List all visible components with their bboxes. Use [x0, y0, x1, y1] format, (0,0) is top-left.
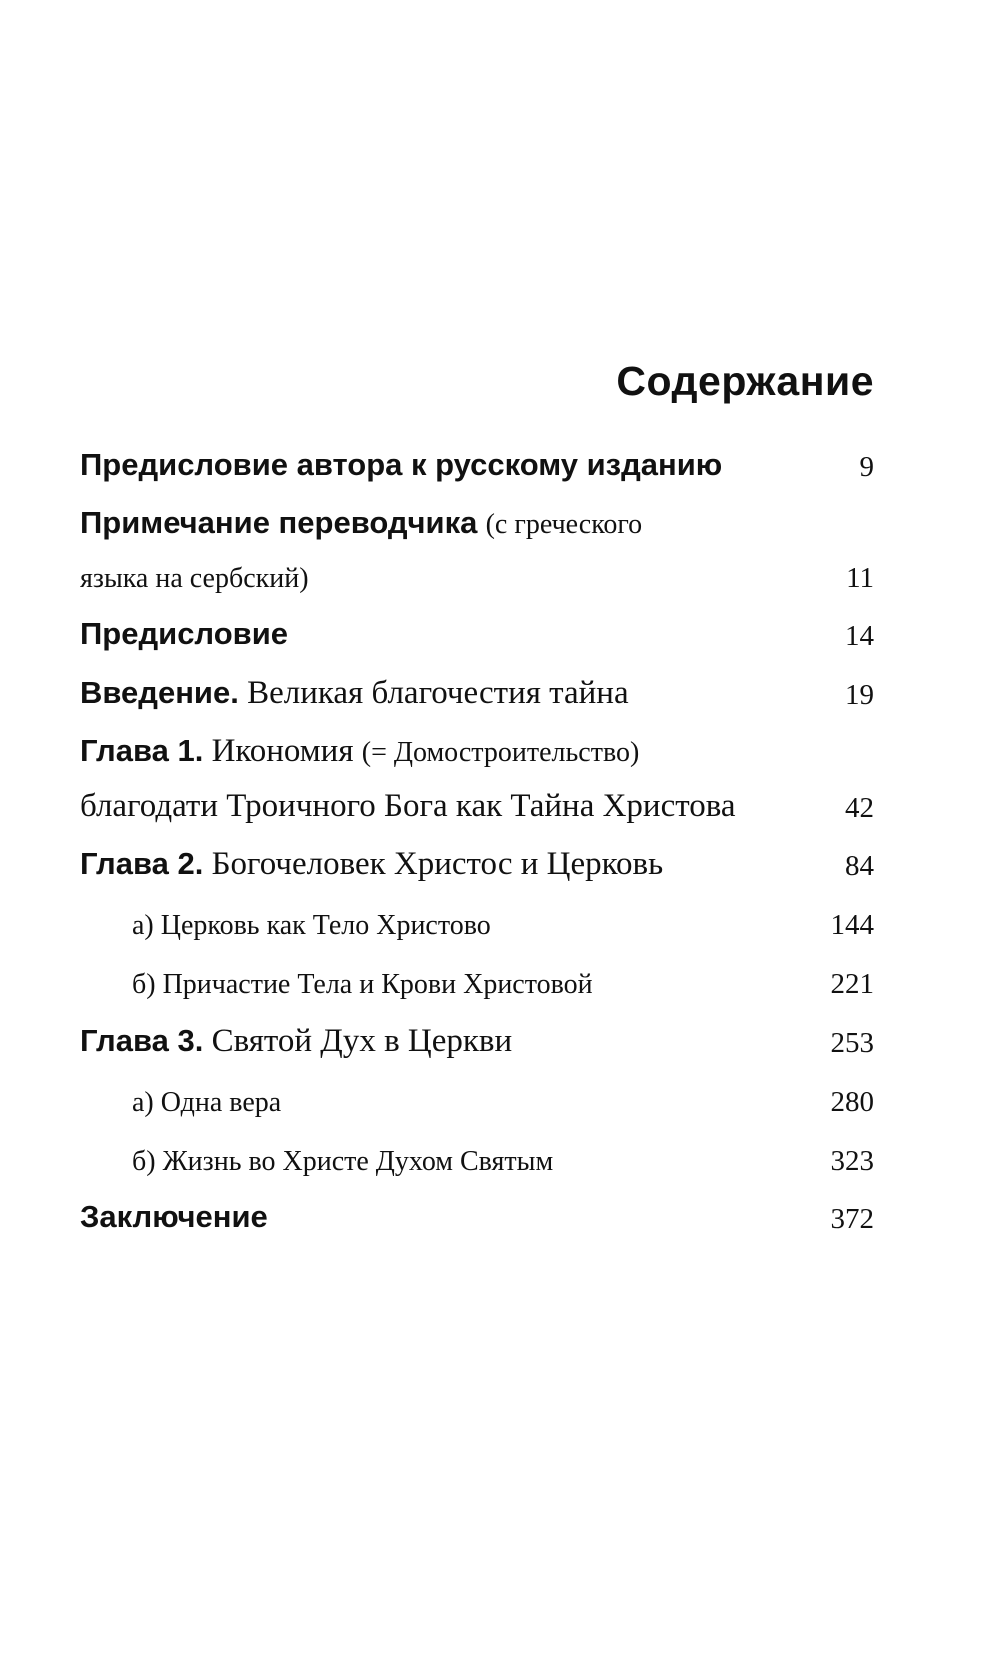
entry-page-number: 84 — [845, 850, 874, 882]
entry-page-number: 253 — [830, 1027, 874, 1059]
toc-subentry-one-faith — [132, 1077, 874, 1123]
entry-label: Глава 3. — [80, 1023, 204, 1058]
toc-entry-introduction — [80, 670, 874, 716]
toc-subentry-life-in-christ — [132, 1136, 874, 1182]
entry-page-number: 9 — [859, 451, 874, 483]
entry-subtitle: (= Домостроительство) — [361, 737, 640, 768]
entry-label: Примечание переводчика — [80, 505, 478, 540]
entry-page-number: 14 — [845, 620, 874, 652]
entry-title: Икономия — [211, 733, 354, 769]
entry-label: Заключение — [80, 1199, 268, 1234]
toc-entry-chapter-1 — [80, 728, 874, 774]
entry-page-number: 280 — [830, 1086, 874, 1118]
toc-entry-chapter-3 — [80, 1018, 874, 1064]
toc-entry-preface — [80, 611, 874, 657]
toc-entry-translator-note — [80, 500, 874, 546]
entry-title: а) Церковь как Тело Христово — [132, 910, 491, 941]
entry-label: Глава 2. — [80, 846, 204, 881]
entry-title: б) Причастие Тела и Крови Христовой — [132, 969, 593, 1000]
entry-subtitle: (с греческого — [485, 509, 643, 540]
entry-title: Святой Дух в Церкви — [211, 1023, 513, 1059]
toc-entry-translator-note-cont — [80, 553, 874, 599]
entry-title: благодати Троичного Бога как Тайна Христова — [80, 788, 736, 824]
toc-entry-chapter-1-cont — [80, 783, 874, 829]
entry-label: Введение. — [80, 675, 239, 710]
toc-subentry-church-body — [132, 900, 874, 946]
entry-label: Глава 1. — [80, 733, 204, 768]
entry-page-number: 221 — [830, 968, 874, 1000]
entry-label: Предисловие автора к русскому изданию — [80, 447, 723, 482]
page-title: Содержание — [616, 358, 874, 404]
entry-page-number: 19 — [845, 679, 874, 711]
entry-page-number: 11 — [846, 562, 874, 594]
entry-title: Великая благочестия тайна — [247, 675, 629, 711]
entry-page-number: 323 — [830, 1145, 874, 1177]
toc-entry-conclusion — [80, 1194, 874, 1240]
entry-label: Предисловие — [80, 616, 289, 651]
entry-page-number: 42 — [845, 792, 874, 824]
toc-entry-author-preface — [80, 442, 874, 488]
entry-title: а) Одна вера — [132, 1087, 282, 1118]
entry-page-number: 372 — [830, 1203, 874, 1235]
toc-subentry-communion — [132, 959, 874, 1005]
toc-entry-chapter-2 — [80, 841, 874, 887]
entry-title: Богочеловек Христос и Церковь — [211, 846, 664, 882]
entry-page-number: 144 — [830, 909, 874, 941]
entry-title: б) Жизнь во Христе Духом Святым — [132, 1146, 554, 1177]
entry-subtitle: языка на сербский) — [80, 563, 309, 594]
